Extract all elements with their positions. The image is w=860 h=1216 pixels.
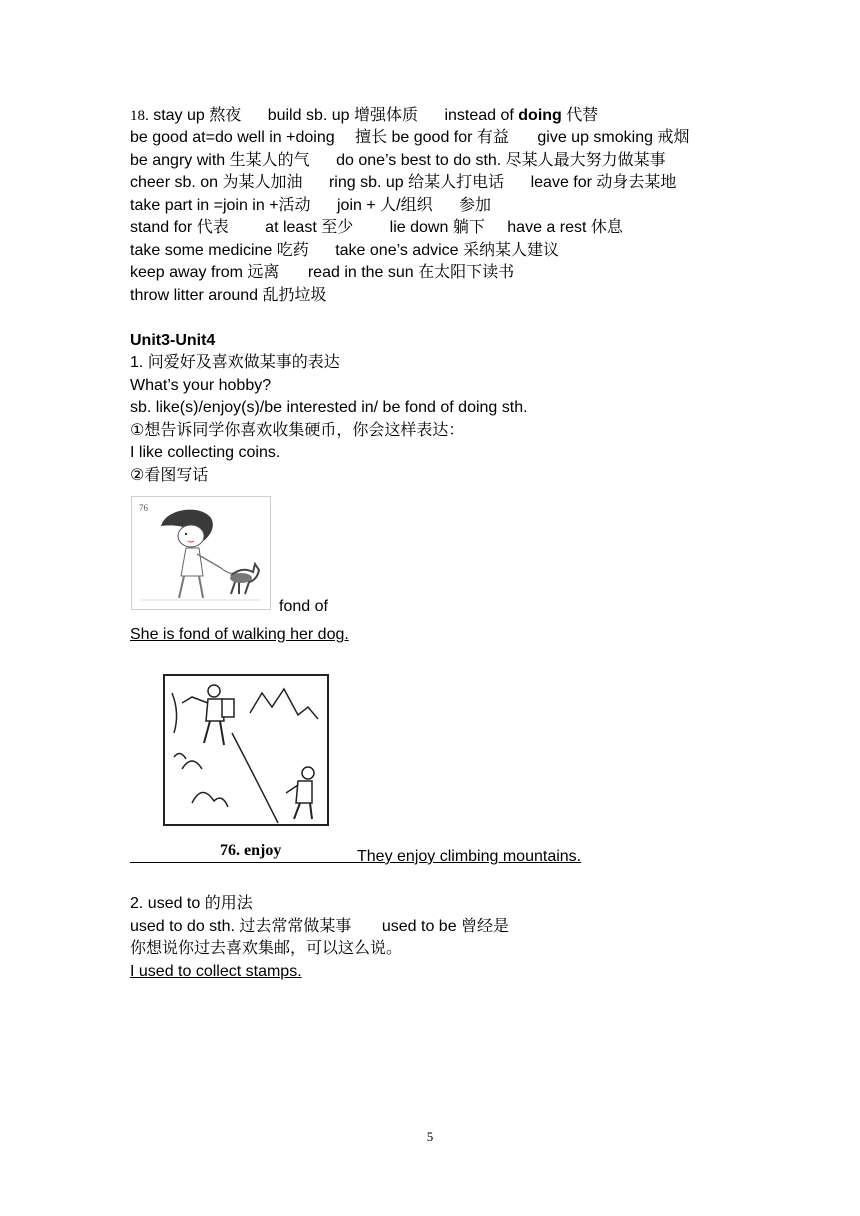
- task-3: 你想说你过去喜欢集邮，可以这么说。: [130, 940, 403, 957]
- phrase-row-2: [130, 128, 689, 148]
- phrase: be angry with 生某人的气: [130, 152, 310, 169]
- answer-4: I used to collect stamps.: [130, 963, 302, 980]
- phrase-row-5: [130, 196, 491, 216]
- phrase: at least 至少: [265, 219, 354, 236]
- phrase-row-1: [130, 106, 598, 126]
- task-2: ②看图写话: [130, 467, 209, 484]
- item-number: 18.: [130, 108, 149, 124]
- phrase: throw litter around 乱扔垃圾: [130, 287, 327, 304]
- section-heading: Unit3-Unit4: [130, 332, 216, 349]
- item-2-title: 2. used to 的用法: [130, 895, 253, 912]
- phrase: build sb. up 增强体质: [267, 107, 418, 124]
- used-to-pattern: [130, 917, 509, 937]
- phrase: keep away from 远离: [130, 264, 280, 281]
- phrase: stay up 熬夜: [153, 107, 242, 124]
- phrase: used to do sth. 过去常常做某事: [130, 918, 352, 935]
- phrase: instead of doing 代替: [444, 107, 599, 124]
- phrase: leave for 动身去某地: [530, 174, 677, 191]
- picture-hint: fond of: [279, 598, 328, 615]
- phrase: lie down 躺下: [389, 219, 485, 236]
- phrase: do one’s best to do sth. 尽某人最大努力做某事: [336, 152, 666, 169]
- phrase: take some medicine 吃药: [130, 242, 309, 259]
- phrase: ring sb. up 给某人打电话: [328, 174, 505, 191]
- phrase: give up smoking 戒烟: [537, 129, 690, 146]
- answer-2: She is fond of walking her dog.: [130, 626, 349, 643]
- page-number: 5: [426, 1129, 434, 1144]
- phrase-row-8: [130, 263, 514, 283]
- phrase-row-7: [130, 241, 559, 261]
- answer-blank-line: [130, 862, 357, 863]
- sentence-pattern: sb. like(s)/enjoy(s)/be interested in/ be fond of doing sth.: [130, 399, 528, 416]
- phrase: join + 人/组织: [337, 197, 433, 214]
- phrase-row-4: [130, 173, 676, 193]
- girl-walking-dog-illustration: [131, 496, 271, 610]
- phrase-row-6: [130, 218, 623, 238]
- phrase: 擅长 be good for 有益: [355, 129, 509, 146]
- phrase: cheer sb. on 为某人加油: [130, 174, 303, 191]
- mountain-climbing-illustration: [162, 673, 330, 833]
- phrase: stand for 代表: [130, 219, 229, 236]
- phrase: used to be 曾经是: [381, 918, 510, 935]
- phrase: 参加: [459, 197, 492, 214]
- phrase: take part in =join in +活动: [130, 197, 311, 214]
- phrase: read in the sun 在太阳下读书: [307, 264, 515, 281]
- phrase-row-9: [130, 286, 327, 306]
- picture-caption: 76. enjoy: [220, 842, 282, 859]
- task-1: ①想告诉同学你喜欢收集硬币，你会这样表达：: [130, 422, 465, 439]
- answer-3: They enjoy climbing mountains.: [357, 848, 582, 865]
- phrase: take one’s advice 采纳某人建议: [335, 242, 559, 259]
- phrase: be good at=do well in +doing: [130, 129, 335, 146]
- phrase: have a rest 休息: [507, 219, 623, 236]
- answer-1: I like collecting coins.: [130, 444, 281, 461]
- phrase-row-3: [130, 151, 666, 171]
- picture-label: 76: [139, 503, 148, 513]
- item-1-title: 1. 问爱好及喜欢做某事的表达: [130, 354, 340, 371]
- question: What’s your hobby?: [130, 377, 272, 394]
